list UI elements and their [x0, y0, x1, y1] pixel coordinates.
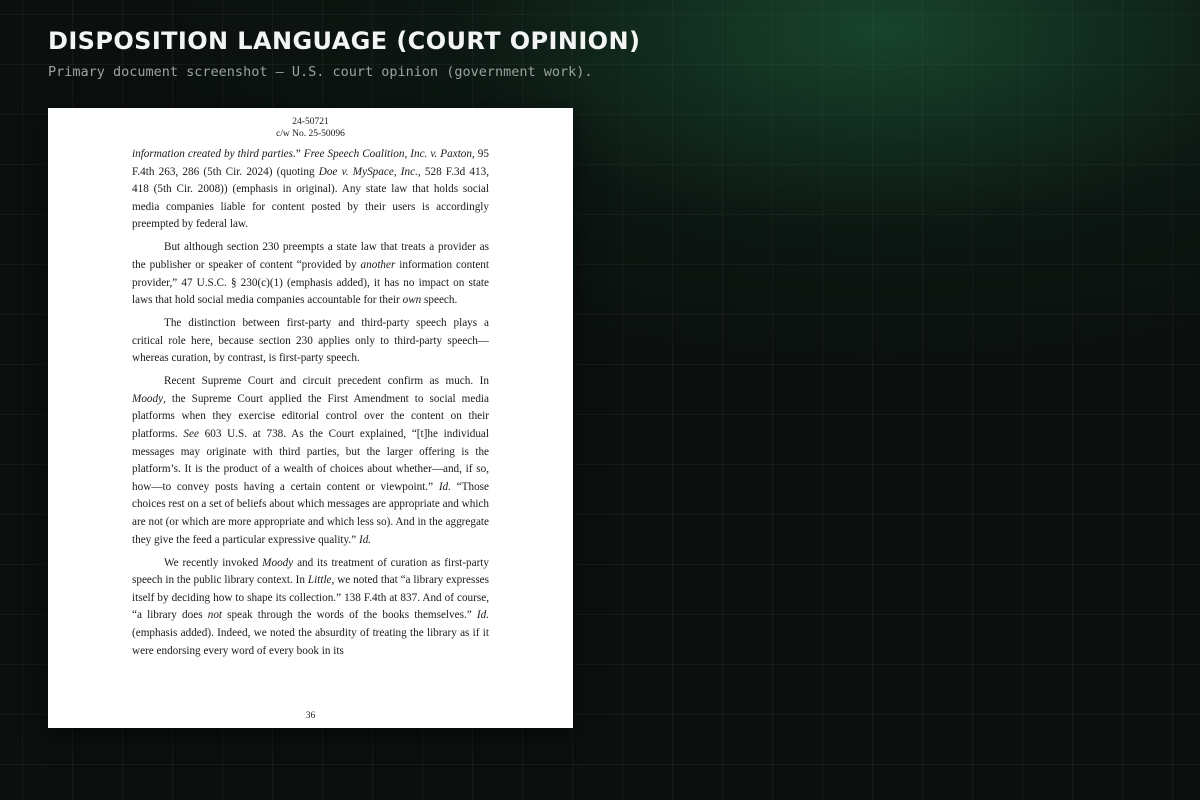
text-run: The distinction between first-party and third-party speech plays a critical role here, because section 230 applies only to third-party speech—whereas curation, by contrast, is first-party speech. — [132, 317, 489, 365]
opinion-paragraph — [132, 555, 489, 661]
italic-text-run: Id. — [438, 480, 451, 493]
italic-text-run: own — [402, 294, 422, 307]
docket-number: 24-50721 — [292, 117, 329, 127]
italic-text-run: Moody — [132, 392, 164, 405]
italic-text-run: not — [207, 609, 223, 622]
italic-text-run: Id. — [358, 533, 372, 546]
document-page — [48, 108, 573, 728]
page-number: 36 — [305, 711, 316, 721]
text-run: 603 U.S. at 738. As the Court explained, “[t]he individual messages may originate with third parties, but the larger offering is the platform’s. It is the product of a wealth of choices about whether—and, if so, how—to convey posts having a certain content or viewpoint.” — [132, 428, 489, 493]
text-run: , we noted that “a library expresses itself by deciding how to shape its collection.” 138 F.4th at 837. And of course, “a library does — [132, 574, 489, 622]
italic-text-run: See — [183, 428, 199, 441]
opinion-paragraph — [132, 146, 489, 234]
text-run: , the Supreme Court applied the First Amendment to social media platforms when they exercise editorial control over the content on their platforms. — [132, 392, 489, 441]
opinion-paragraph — [132, 239, 489, 309]
text-run: We recently invoked — [164, 556, 263, 569]
italic-text-run: information created by third parties. — [132, 148, 296, 160]
italic-text-run: Little — [307, 574, 332, 587]
opinion-paragraph — [132, 373, 489, 549]
page-title: DISPOSITION LANGUAGE (COURT OPINION) — [48, 27, 641, 55]
page-subtitle: Primary document screenshot — U.S. court opinion (government work). — [48, 64, 593, 80]
italic-text-run: another — [360, 258, 396, 271]
text-run: (emphasis added). Indeed, we noted the absurdity of treating the library as if it were endorsing every word of every book in its — [132, 627, 489, 657]
text-run: Recent Supreme Court and circuit precedent confirm as much. In — [164, 375, 489, 388]
italic-text-run: Doe v. MySpace, Inc. — [318, 165, 418, 178]
opinion-paragraph — [132, 315, 489, 368]
text-run: and its treatment of curation as first-party speech in the public library context. In — [132, 556, 489, 587]
italic-text-run: Free Speech Coalition, Inc. v. Paxton — [303, 148, 472, 160]
opinion-body-text — [132, 146, 489, 666]
text-run: , 528 F.3d 413, 418 (5th Cir. 2008)) (emphasis in original). Any state law that holds social media companies liable for content posted by their users is accordingly preempted by federal law. — [132, 165, 489, 231]
text-run: ” — [295, 148, 304, 160]
text-run: But although section 230 preempts a state law that treats a provider as the publisher or speaker of content “provided by — [132, 241, 489, 271]
text-run: speech. — [421, 294, 458, 307]
text-run: speak through the words of the books themselves.” — [222, 609, 477, 622]
text-run: information content provider,” 47 U.S.C. § 230(c)(1) (emphasis added), it has no impact on state laws that hold social media companies accountable for their — [132, 258, 489, 307]
text-run: “Those choices rest on a set of beliefs about which messages are appropriate and which are not (or which are more appropriate and which less so). And in the aggregate they give the feed a particular expressive quality.” — [132, 480, 489, 546]
italic-text-run: Id. — [476, 609, 489, 622]
consolidated-case-number: c/w No. 25-50096 — [276, 129, 345, 139]
docket-header — [48, 116, 573, 140]
italic-text-run: Moody — [262, 556, 294, 569]
text-run: , 95 F.4th 263, 286 (5th Cir. 2024) (quoting — [132, 148, 489, 178]
